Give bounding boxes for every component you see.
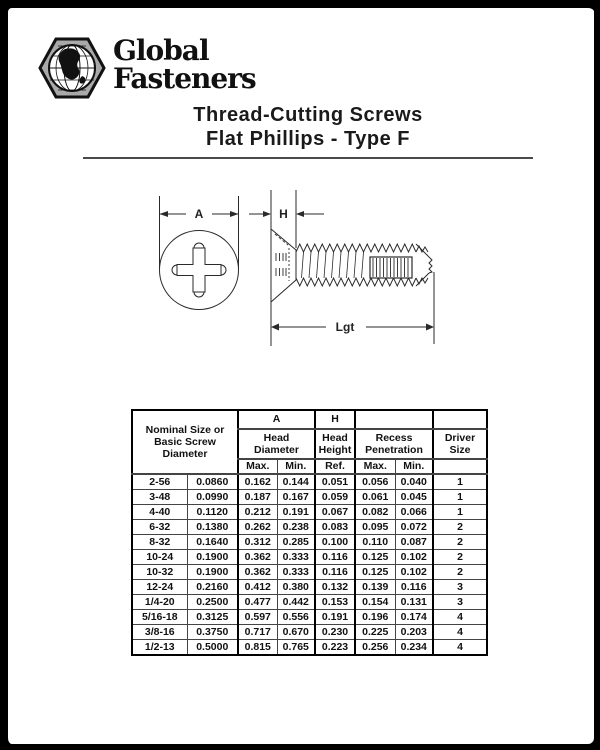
- globe-hexagon-icon: [38, 36, 106, 100]
- table-cell: 8-32: [132, 535, 187, 550]
- table-row: [132, 625, 487, 640]
- header-driver-blank: [433, 459, 487, 474]
- table-cell: 0.040: [395, 474, 433, 490]
- page-title: [8, 103, 600, 151]
- table-cell: 0.162: [238, 474, 277, 490]
- table-cell: 2: [433, 520, 487, 535]
- table-row: [132, 474, 487, 490]
- screw-head-profile: [271, 229, 296, 302]
- header-h-ref: Ref.: [315, 459, 355, 474]
- table-cell: 4-40: [132, 505, 187, 520]
- table-cell: 0.670: [277, 625, 315, 640]
- table-cell: 0.2500: [187, 595, 238, 610]
- table-cell: 4: [433, 640, 487, 656]
- table-cell: 3: [433, 580, 487, 595]
- header-nominal-size: Nominal Size or Basic Screw Diameter: [132, 410, 238, 474]
- table-cell: 0.125: [355, 565, 395, 580]
- table-cell: 0.051: [315, 474, 355, 490]
- table-cell: 0.125: [355, 550, 395, 565]
- table-cell: 0.225: [355, 625, 395, 640]
- header-blank-driver: [433, 410, 487, 429]
- table-cell: 0.083: [315, 520, 355, 535]
- table-cell: 0.0860: [187, 474, 238, 490]
- table-cell: 0.412: [238, 580, 277, 595]
- table-cell: 3-48: [132, 490, 187, 505]
- table-row: [132, 640, 487, 656]
- table-cell: 0.230: [315, 625, 355, 640]
- table-cell: 0.362: [238, 550, 277, 565]
- table-cell: 0.477: [238, 595, 277, 610]
- table-row: [132, 505, 487, 520]
- table-cell: 0.203: [395, 625, 433, 640]
- table-cell: 0.234: [395, 640, 433, 656]
- table-cell: 0.262: [238, 520, 277, 535]
- thread-profile: [296, 244, 432, 286]
- table-cell: 0.2160: [187, 580, 238, 595]
- dim-label-h: H: [279, 207, 288, 221]
- page-title-line2: Flat Phillips - Type F: [206, 128, 410, 150]
- table-cell: 0.333: [277, 550, 315, 565]
- table-cell: 0.082: [355, 505, 395, 520]
- table-cell: 0.059: [315, 490, 355, 505]
- header-a-min: Min.: [277, 459, 315, 474]
- table-cell: 10-24: [132, 550, 187, 565]
- table-cell: 0.1900: [187, 550, 238, 565]
- table-cell: 0.223: [315, 640, 355, 656]
- table-cell: 1: [433, 505, 487, 520]
- table-cell: 0.056: [355, 474, 395, 490]
- table-cell: 0.717: [238, 625, 277, 640]
- table-cell: 2: [433, 550, 487, 565]
- table-row: [132, 520, 487, 535]
- screw-technical-drawing: [138, 180, 448, 352]
- table-cell: 0.3750: [187, 625, 238, 640]
- spec-table-body: [132, 474, 487, 655]
- header-h: H: [315, 410, 355, 429]
- table-row: [132, 580, 487, 595]
- table-cell: 0.765: [277, 640, 315, 656]
- header-head-diameter: Head Diameter: [238, 429, 315, 459]
- table-cell: 0.167: [277, 490, 315, 505]
- table-row: [132, 535, 487, 550]
- table-cell: 3: [433, 595, 487, 610]
- company-logo: [38, 36, 256, 100]
- table-cell: 0.3125: [187, 610, 238, 625]
- table-cell: 2-56: [132, 474, 187, 490]
- table-cell: 0.238: [277, 520, 315, 535]
- table-cell: 0.116: [315, 565, 355, 580]
- table-row: [132, 610, 487, 625]
- table-cell: 0.116: [395, 580, 433, 595]
- table-cell: 0.154: [355, 595, 395, 610]
- table-cell: 0.212: [238, 505, 277, 520]
- header-blank-recess: [355, 410, 433, 429]
- table-cell: 0.095: [355, 520, 395, 535]
- table-cell: 0.333: [277, 565, 315, 580]
- table-cell: 0.196: [355, 610, 395, 625]
- table-cell: 0.597: [238, 610, 277, 625]
- table-cell: 0.380: [277, 580, 315, 595]
- table-cell: 2: [433, 565, 487, 580]
- header-recess-max: Max.: [355, 459, 395, 474]
- table-cell: 0.362: [238, 565, 277, 580]
- table-row: [132, 490, 487, 505]
- table-cell: 5/16-18: [132, 610, 187, 625]
- dim-label-lgt: Lgt: [335, 320, 355, 334]
- table-cell: 10-32: [132, 565, 187, 580]
- header-recess-penetration: Recess Penetration: [355, 429, 433, 459]
- table-cell: 0.256: [355, 640, 395, 656]
- table-cell: 0.131: [395, 595, 433, 610]
- table-cell: 0.442: [277, 595, 315, 610]
- table-cell: 0.174: [395, 610, 433, 625]
- phillips-recess-icon: [172, 243, 226, 297]
- table-cell: 1/2-13: [132, 640, 187, 656]
- table-cell: 3/8-16: [132, 625, 187, 640]
- header-a-max: Max.: [238, 459, 277, 474]
- header-a: A: [238, 410, 315, 429]
- table-row: [132, 550, 487, 565]
- table-cell: 0.139: [355, 580, 395, 595]
- table-cell: 2: [433, 535, 487, 550]
- table-cell: 0.072: [395, 520, 433, 535]
- table-cell: 0.067: [315, 505, 355, 520]
- screw-tip: [416, 244, 432, 286]
- table-cell: 0.102: [395, 550, 433, 565]
- table-cell: 0.066: [395, 505, 433, 520]
- table-cell: 0.100: [315, 535, 355, 550]
- company-name-line1: Global: [113, 34, 209, 67]
- page-title-line1: Thread-Cutting Screws: [193, 104, 423, 126]
- dim-label-a: A: [194, 207, 204, 221]
- table-cell: 12-24: [132, 580, 187, 595]
- table-cell: 0.191: [277, 505, 315, 520]
- table-cell: 0.1640: [187, 535, 238, 550]
- table-cell: 1: [433, 490, 487, 505]
- table-cell: 0.102: [395, 565, 433, 580]
- table-cell: 0.144: [277, 474, 315, 490]
- table-cell: 0.110: [355, 535, 395, 550]
- table-row: [132, 565, 487, 580]
- title-divider: [83, 157, 533, 159]
- table-cell: 0.815: [238, 640, 277, 656]
- table-cell: 0.132: [315, 580, 355, 595]
- table-cell: 0.1900: [187, 565, 238, 580]
- header-head-height: Head Height: [315, 429, 355, 459]
- table-cell: 1/4-20: [132, 595, 187, 610]
- table-cell: 4: [433, 610, 487, 625]
- table-cell: 0.153: [315, 595, 355, 610]
- table-cell: 0.285: [277, 535, 315, 550]
- spec-table: [131, 409, 488, 656]
- company-name: [113, 34, 256, 95]
- table-cell: 0.0990: [187, 490, 238, 505]
- table-cell: 0.045: [395, 490, 433, 505]
- table-cell: 0.191: [315, 610, 355, 625]
- table-cell: 0.312: [238, 535, 277, 550]
- table-cell: 0.5000: [187, 640, 238, 656]
- table-cell: 0.1380: [187, 520, 238, 535]
- table-cell: 0.087: [395, 535, 433, 550]
- spec-table-header: [132, 410, 487, 474]
- table-cell: 0.116: [315, 550, 355, 565]
- table-cell: 4: [433, 625, 487, 640]
- company-name-line2: Fasteners: [113, 62, 256, 95]
- header-driver-size: Driver Size: [433, 429, 487, 459]
- table-cell: 1: [433, 474, 487, 490]
- table-cell: 0.187: [238, 490, 277, 505]
- table-cell: 6-32: [132, 520, 187, 535]
- table-cell: 0.1120: [187, 505, 238, 520]
- table-cell: 0.556: [277, 610, 315, 625]
- header-recess-min: Min.: [395, 459, 433, 474]
- table-row: [132, 595, 487, 610]
- table-cell: 0.061: [355, 490, 395, 505]
